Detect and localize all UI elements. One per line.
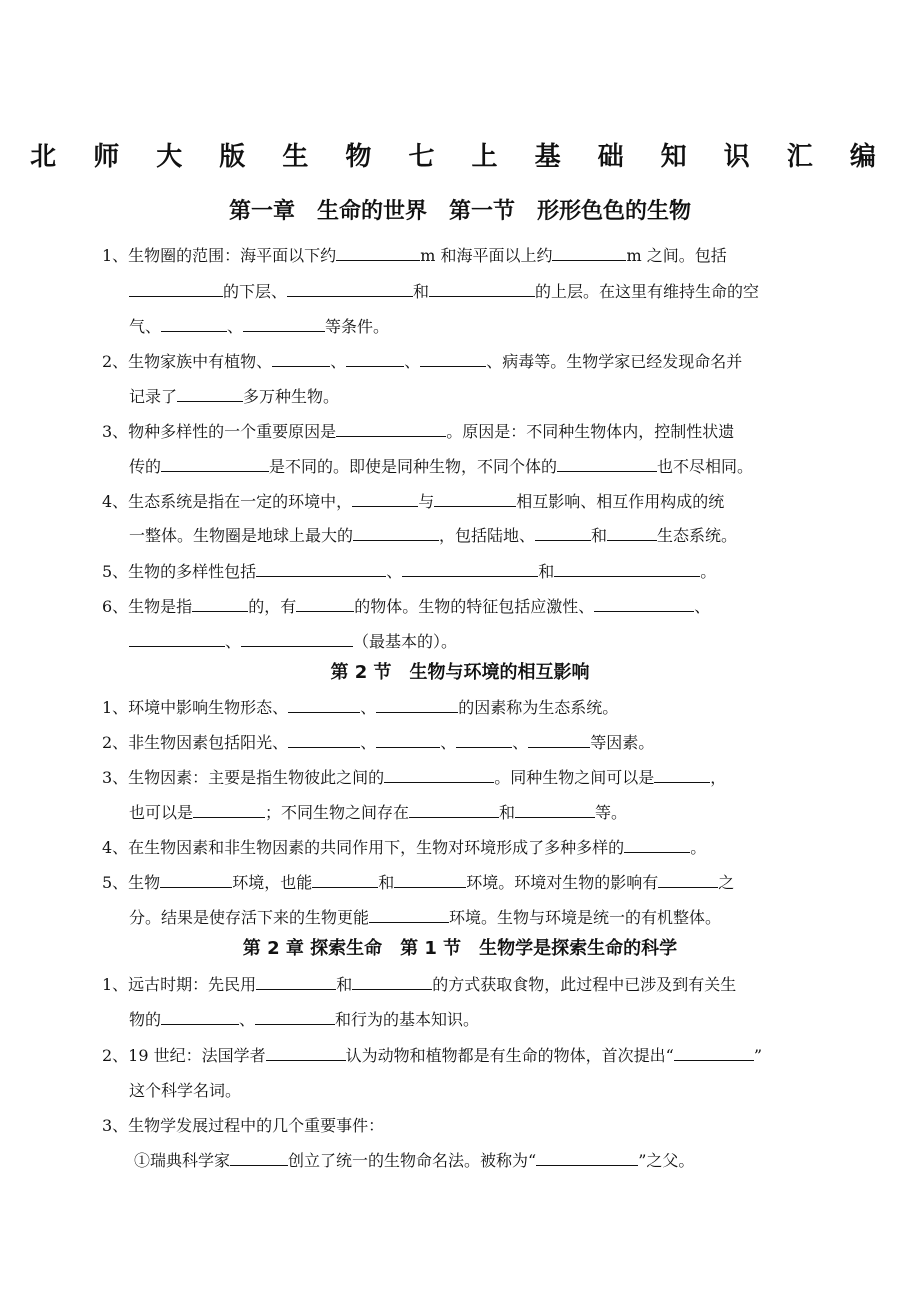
answer-blank[interactable] (256, 975, 336, 990)
answer-blank[interactable] (369, 908, 449, 923)
answer-blank[interactable] (161, 1010, 239, 1025)
answer-blank[interactable] (557, 457, 657, 472)
answer-blank[interactable] (376, 733, 440, 748)
answer-blank[interactable] (384, 768, 494, 783)
chapter1-section1-heading: 第一章 生命的世界 第一节 形形色色的生物 (228, 199, 691, 224)
question-line: 1、环境中影响生物形态、 、 的因素称为生态系统。 (102, 698, 619, 717)
question-line: 物的 、 和行为的基本知识。 (129, 1010, 480, 1029)
answer-blank[interactable] (528, 733, 590, 748)
answer-blank[interactable] (352, 492, 418, 507)
question-line: 传的 是不同的。即使是同种生物，不同个体的 也不尽相同。 (129, 457, 754, 476)
question-line: 的下层、 和 的上层。在这里有维持生命的空 (129, 281, 864, 303)
question-line: 3、生物因素：主要是指生物彼此之间的 。同种生物之间可以是 ， (102, 768, 727, 787)
answer-blank[interactable] (230, 1151, 288, 1166)
question-line: 3、物种多样性的一个重要原因是 。原因是：不同种生物体内，控制性状遗 (102, 422, 735, 441)
answer-blank[interactable] (266, 1046, 346, 1061)
answer-blank[interactable] (624, 838, 690, 853)
answer-blank[interactable] (353, 526, 439, 541)
answer-blank[interactable] (241, 632, 353, 647)
question-line: 6、生物是指 的，有 的物体。生物的特征包括应激性、 、 (102, 597, 711, 616)
answer-blank[interactable] (255, 1010, 335, 1025)
answer-blank[interactable] (193, 803, 265, 818)
answer-blank[interactable] (515, 803, 595, 818)
question-line: 5、生物的多样性包括 、 和 。 (102, 562, 717, 581)
answer-blank[interactable] (336, 246, 420, 261)
answer-blank[interactable] (177, 387, 243, 402)
answer-blank[interactable] (554, 562, 700, 577)
answer-blank[interactable] (161, 317, 227, 332)
answer-blank[interactable] (658, 873, 718, 888)
answer-blank[interactable] (336, 422, 446, 437)
answer-blank[interactable] (409, 803, 499, 818)
question-line: 也可以是 ；不同生物之间存在 和 等。 (129, 803, 628, 822)
answer-blank[interactable] (129, 632, 225, 647)
answer-blank[interactable] (346, 352, 404, 367)
answer-blank[interactable] (129, 282, 223, 297)
question-line: 2、生物家族中有植物、 、 、 、病毒等。生物学家已经发现命名并 (102, 352, 743, 371)
answer-blank[interactable] (288, 698, 360, 713)
question-line: 、 （最基本的）。 (129, 631, 864, 653)
question-line: 记录了 多万种生物。 (129, 387, 340, 406)
question-line: 3、生物学发展过程中的几个重要事件： (102, 1116, 385, 1135)
answer-blank[interactable] (552, 246, 626, 261)
answer-blank[interactable] (288, 733, 360, 748)
answer-blank[interactable] (394, 873, 466, 888)
answer-blank[interactable] (420, 352, 486, 367)
answer-blank[interactable] (243, 317, 325, 332)
section2-heading: 第 2 节 生物与环境的相互影响 (330, 662, 590, 683)
chapter2-section1-heading: 第 2 章 探索生命 第 1 节 生物学是探索生命的科学 (242, 938, 678, 959)
question-line: 2、19 世纪：法国学者 认为动物和植物都是有生命的物体，首次提出“ ” (102, 1046, 763, 1065)
answer-blank[interactable] (429, 282, 535, 297)
question-line: 1、生物圈的范围：海平面以下约 m 和海平面以上约 m 之间。包括 (102, 246, 727, 265)
question-line: 一整体。生物圈是地球上最大的 ，包括陆地、 和 生态系统。 (129, 526, 738, 545)
answer-blank[interactable] (256, 562, 386, 577)
answer-blank[interactable] (654, 768, 710, 783)
answer-blank[interactable] (352, 975, 432, 990)
answer-blank[interactable] (192, 597, 248, 612)
answer-blank[interactable] (272, 352, 330, 367)
question-line: 2、非生物因素包括阳光、 、 、 、 等因素。 (102, 733, 655, 752)
answer-blank[interactable] (434, 492, 516, 507)
question-line: 这个科学名词。 (129, 1081, 242, 1100)
question-line: 1、远古时期：先民用 和 的方式获取食物，此过程中已涉及到有关生 (102, 975, 737, 994)
answer-blank[interactable] (376, 698, 458, 713)
answer-blank[interactable] (674, 1046, 754, 1061)
answer-blank[interactable] (456, 733, 512, 748)
question-line: 4、在生物因素和非生物因素的共同作用下，生物对环境形成了多种多样的 。 (102, 838, 707, 857)
answer-blank[interactable] (312, 873, 378, 888)
answer-blank[interactable] (594, 597, 694, 612)
question-line: ①瑞典科学家 创立了统一的生物命名法。被称为“ ”之父。 (134, 1151, 695, 1170)
document-title: 北 师 大 版 生 物 七 上 基 础 知 识 汇 编 (30, 142, 890, 172)
answer-blank[interactable] (161, 457, 269, 472)
answer-blank[interactable] (536, 1151, 638, 1166)
answer-blank[interactable] (296, 597, 354, 612)
answer-blank[interactable] (287, 282, 413, 297)
answer-blank[interactable] (607, 526, 657, 541)
question-line: 5、生物 环境，也能 和 环境。环境对生物的影响有 之 (102, 873, 735, 892)
question-line: 气、 、 等条件。 (129, 317, 390, 336)
question-line: 分。结果是使存活下来的生物更能 环境。生物与环境是统一的有机整体。 (129, 908, 722, 927)
question-line: 4、生态系统是指在一定的环境中， 与 相互影响、相互作用构成的统 (102, 492, 725, 511)
answer-blank[interactable] (535, 526, 591, 541)
answer-blank[interactable] (402, 562, 538, 577)
answer-blank[interactable] (160, 873, 232, 888)
